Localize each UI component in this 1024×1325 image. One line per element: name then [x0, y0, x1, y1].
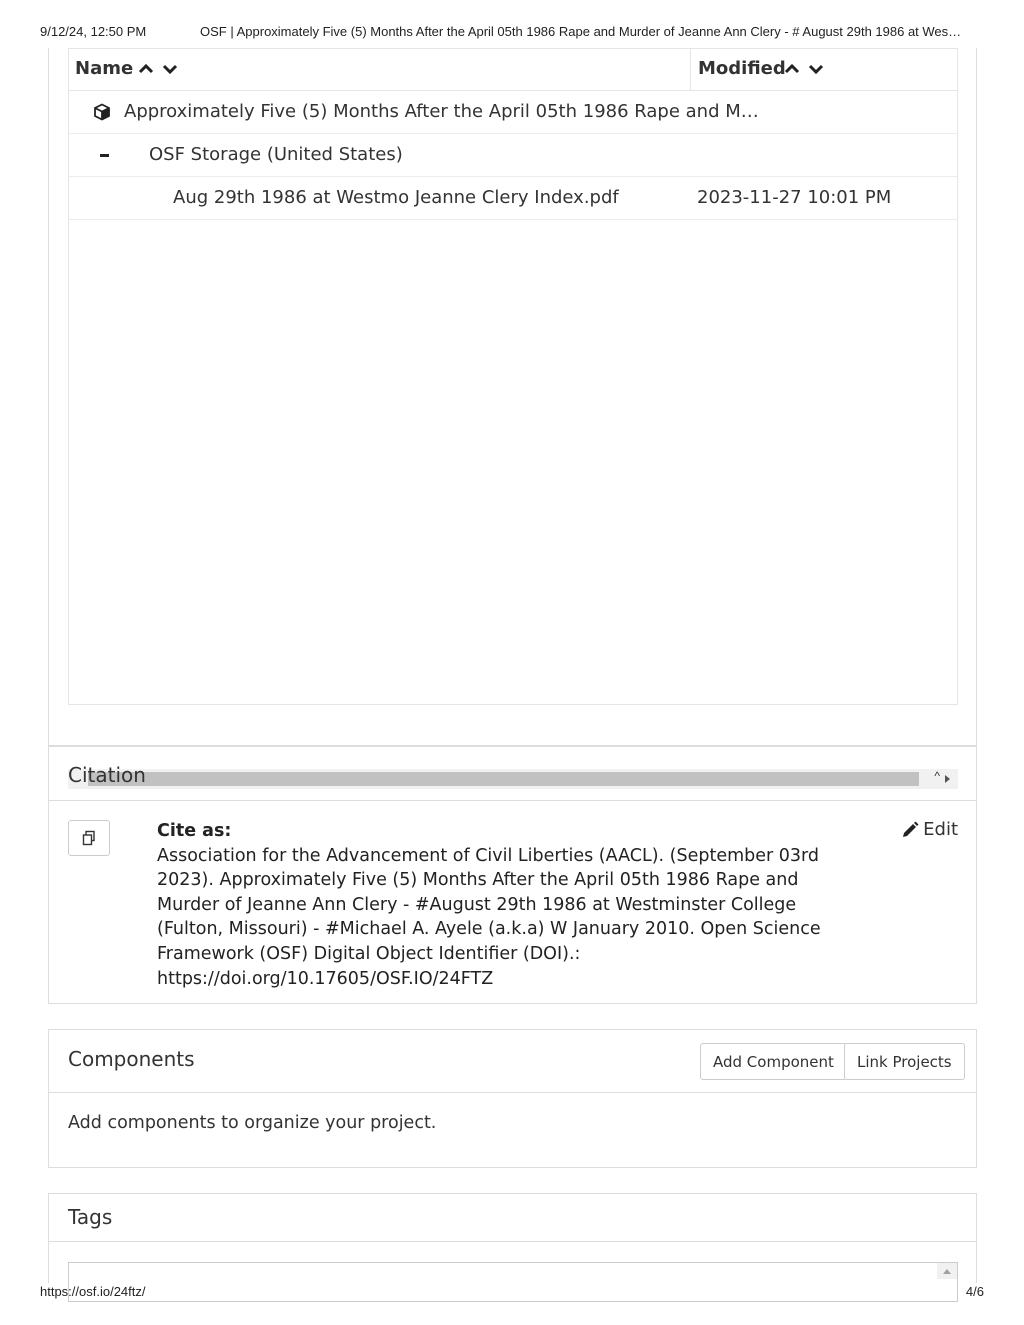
file-tree-name: Aug 29th 1986 at Westmo Jeanne Clery Index.pdf: [173, 187, 619, 208]
file-tree-row-storage[interactable]: [69, 134, 957, 177]
scrollbar-thumb[interactable]: [88, 772, 919, 786]
file-tree-grid: [68, 48, 958, 705]
components-empty-message: Add components to organize your project.: [68, 1113, 437, 1133]
grid-header: [69, 49, 957, 91]
sort-descending-icon[interactable]: [807, 60, 825, 78]
print-date: 9/12/24, 12:50 PM: [40, 24, 147, 39]
column-name-label: Name: [75, 58, 134, 79]
components-header: [49, 1030, 976, 1093]
file-tree-name: OSF Storage (United States): [149, 144, 403, 165]
files-panel: [48, 48, 977, 746]
file-tree-name: Approximately Five (5) Months After the April 05th 1986 Rape and M…: [124, 101, 759, 122]
file-tree-row-file[interactable]: [69, 177, 957, 220]
citation-text: Association for the Advancement of Civil Liberties (AACL). (September 03rd 2023). Approximately Five (5) Months After the April 05th 1986 Rape and Murder of Jeanne Ann Clery - #August 29th 1986 at Westminster College (Fulton, Missouri) - #Michael A. Ayele (a.k.a) W January 2010. Open Science Framework (OSF) Digital Object Identifier (DOI).: https://doi.org/10.17605/OSF.IO/24FTZ: [157, 845, 821, 989]
cite-as-label: Cite as:: [157, 821, 232, 841]
sort-ascending-icon[interactable]: [137, 60, 155, 78]
print-url: https://osf.io/24ftz/: [40, 1284, 146, 1299]
minus-icon[interactable]: [97, 146, 115, 164]
tags-header: [49, 1194, 976, 1242]
file-tree-row-project[interactable]: [69, 91, 957, 134]
components-panel: [48, 1029, 977, 1168]
link-projects-button[interactable]: Link Projects: [844, 1043, 965, 1080]
sort-ascending-icon[interactable]: [783, 60, 801, 78]
add-component-button[interactable]: Add Component: [700, 1043, 847, 1080]
scroll-up-arrow-icon[interactable]: [937, 1263, 957, 1279]
horizontal-scrollbar[interactable]: [68, 769, 958, 789]
copy-icon: [81, 830, 97, 846]
components-title: Components: [68, 1047, 195, 1071]
pencil-icon: [901, 821, 919, 839]
column-name-header[interactable]: [69, 49, 691, 90]
print-footer: [40, 1284, 984, 1302]
edit-label: Edit: [923, 819, 958, 840]
copy-citation-button[interactable]: [68, 820, 110, 856]
chevron-up-icon[interactable]: ^: [934, 769, 940, 783]
tags-panel: [48, 1193, 977, 1283]
column-modified-label: Modified: [698, 58, 786, 79]
column-modified-header[interactable]: [691, 49, 957, 90]
citation-block: [157, 819, 827, 991]
print-page-number: 4/6: [965, 1284, 984, 1299]
edit-citation-button[interactable]: [901, 819, 958, 840]
scroll-right-arrow-icon[interactable]: [945, 775, 950, 783]
citation-header[interactable]: [49, 747, 976, 801]
tags-title: Tags: [68, 1205, 113, 1229]
file-modified-date: 2023-11-27 10:01 PM: [697, 187, 892, 208]
citation-title: Citation: [68, 763, 146, 787]
citation-panel: [48, 746, 977, 1004]
print-header: [40, 24, 984, 42]
print-title: OSF | Approximately Five (5) Months After the April 05th 1986 Rape and Murder of Jeanne Ann Clery - # August 29th 1986 at Wes…: [200, 24, 962, 39]
cube-icon: [93, 103, 111, 121]
sort-descending-icon[interactable]: [161, 60, 179, 78]
